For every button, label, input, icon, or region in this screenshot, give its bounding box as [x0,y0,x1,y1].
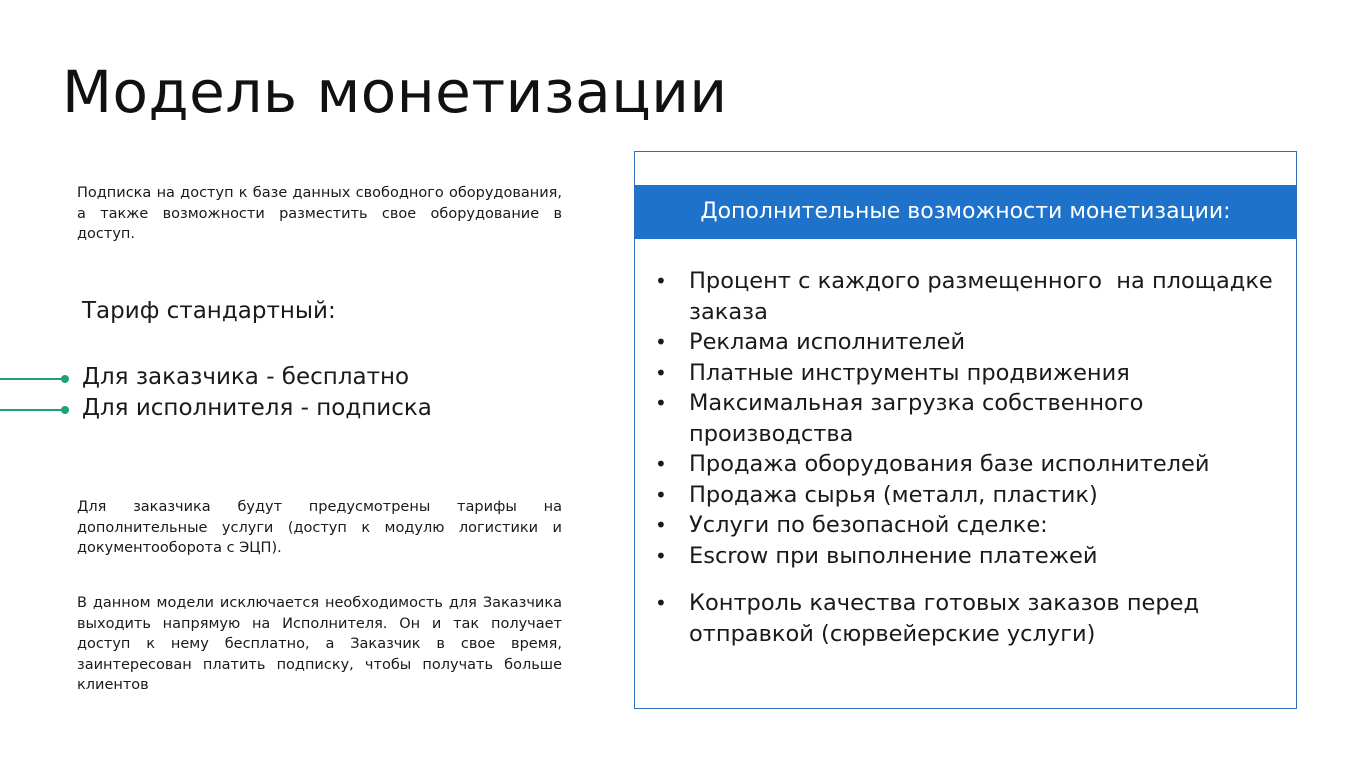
list-item: • Платные инструменты продвижения [655,358,1285,389]
connector-line [0,409,64,411]
tariff-item-label: Для исполнителя - подписка [82,395,432,421]
bullet-icon: • [655,543,667,568]
customer-note: Для заказчика будут предусмотрены тарифы на дополнительные услуги (доступ к модулю логистики и документооборота с ЭЦП). [77,499,562,556]
connector-line [0,378,64,380]
bullet-icon: • [655,513,667,537]
connector-dot [61,406,69,414]
bullet-icon: • [655,360,667,385]
tariff-list [0,362,600,424]
list-item: • Продажа оборудования базе исполнителей [655,449,1285,480]
list-item: • Услуги по безопасной сделке: [655,510,1285,541]
bullet-icon: • [655,391,667,415]
tariff-item-customer [0,362,600,393]
bullet-icon: • [655,452,667,476]
list-item: • Контроль качества готовых заказов перед отправкой (сюрвейерские услуги) [655,590,1200,647]
bullet-icon: • [655,269,667,293]
bullet-icon: • [655,330,667,354]
list-item: • Escrow при выполнение платежей [655,541,1285,572]
tariff-title: Тариф стандартный: [82,298,336,324]
intro-paragraph: Подписка на доступ к базе данных свободного оборудования, а также возможности разместить свое оборудование в доступ. [77,185,562,242]
extra-monetization-list [655,266,1285,649]
extra-monetization-box [634,151,1297,709]
list-item: • Максимальная загрузка собственного производства [655,390,1144,447]
list-item: • Продажа сырья (металл, пластик) [655,480,1285,511]
list-item: • Реклама исполнителей [655,327,1285,358]
tariff-item-label: Для заказчика - бесплатно [82,364,410,390]
bullet-icon: • [655,482,667,507]
tariff-item-executor [0,393,600,424]
connector-dot [61,375,69,383]
list-item: • Процент с каждого размещенного на площадке заказа [655,268,1273,325]
bullet-icon: • [655,591,667,615]
model-note: В данном модели исключается необходимость для Заказчика выходить напрямую на Исполнителя. Он и так получает доступ к нему бесплатно, а Заказчик в свое время, заинтересован платить подписку, чтобы получать больше клиентов [77,595,562,693]
page-title: Модель монетизации [62,58,728,126]
extra-monetization-header: Дополнительные возможности монетизации: [635,185,1296,239]
